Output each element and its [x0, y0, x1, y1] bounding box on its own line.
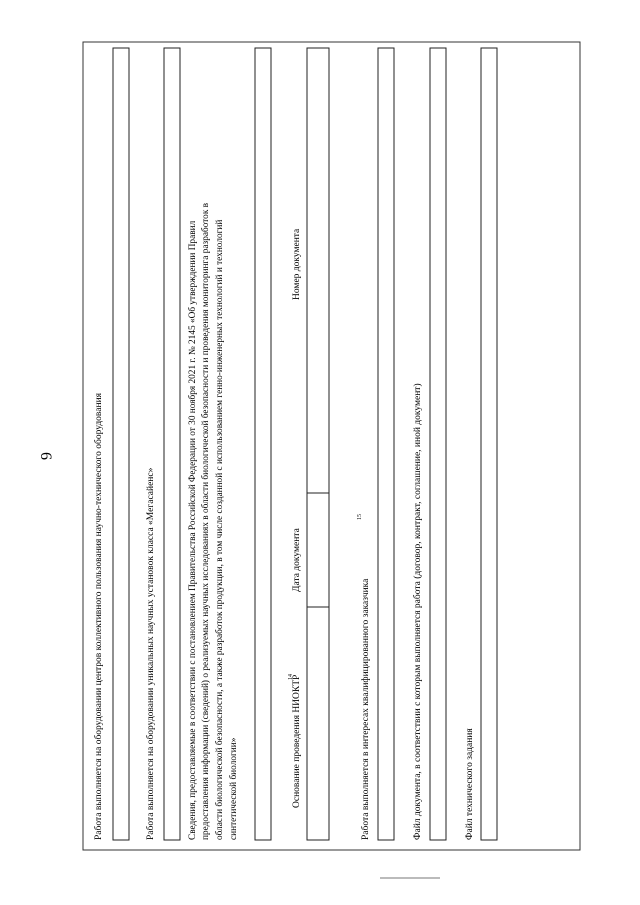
- tech-task-field[interactable]: [481, 48, 497, 840]
- megascience-label: Работа выполняется на оборудовании уникальных научных установок класса «Мегасайенс»: [146, 467, 156, 840]
- page-frame: [83, 42, 580, 850]
- biosafety-field[interactable]: [255, 48, 271, 840]
- doc-number-label: Номер документа: [292, 228, 302, 300]
- qualified-customer-footnote: 15: [357, 514, 363, 520]
- biosafety-paragraph: [187, 202, 239, 840]
- doc-file-label: Файл документа, в соответствии с которым выполняется работа (договор, контракт, соглашение, иной документ): [413, 383, 423, 840]
- qualified-customer-label: Работа выполняется в интересах квалифицированного заказчика: [361, 578, 371, 840]
- tech-task-label: Файл технического задания: [465, 728, 475, 840]
- nioktr-basis-table: [307, 48, 329, 840]
- svg-text:области биологической безопасн: области биологической безопасности, а также разработок продукции, в том числе созданной с использованием генно-инженерных технологий и технологий: [215, 219, 225, 840]
- svg-text:синтетической биологии»: синтетической биологии»: [229, 737, 239, 840]
- ckp-label: Работа выполняется на оборудовании центров коллективного пользования научно-технического оборудования: [94, 392, 104, 840]
- doc-date-label: Дата документа: [292, 528, 302, 592]
- nioktr-basis-label: Основание проведения НИОКТР: [292, 674, 302, 808]
- doc-file-field[interactable]: [430, 48, 446, 840]
- megascience-field[interactable]: [164, 48, 180, 840]
- nioktr-basis-footnote: 14: [288, 674, 294, 680]
- page-number: 6: [37, 452, 54, 460]
- svg-text:предоставления информации (све: предоставления информации (сведений) о реализуемых научных исследованиях в области биологической безопасности и проведения мониторинга разработок в: [201, 202, 211, 840]
- qualified-customer-field[interactable]: [378, 48, 394, 840]
- ckp-field[interactable]: [113, 48, 129, 840]
- svg-text:Сведения, предоставляемые в со: Сведения, предоставляемые в соответствии с постановлением Правительства Российской Федерации от 30 ноября 2021 г. № 2145 «Об утверждении Правил: [188, 220, 198, 840]
